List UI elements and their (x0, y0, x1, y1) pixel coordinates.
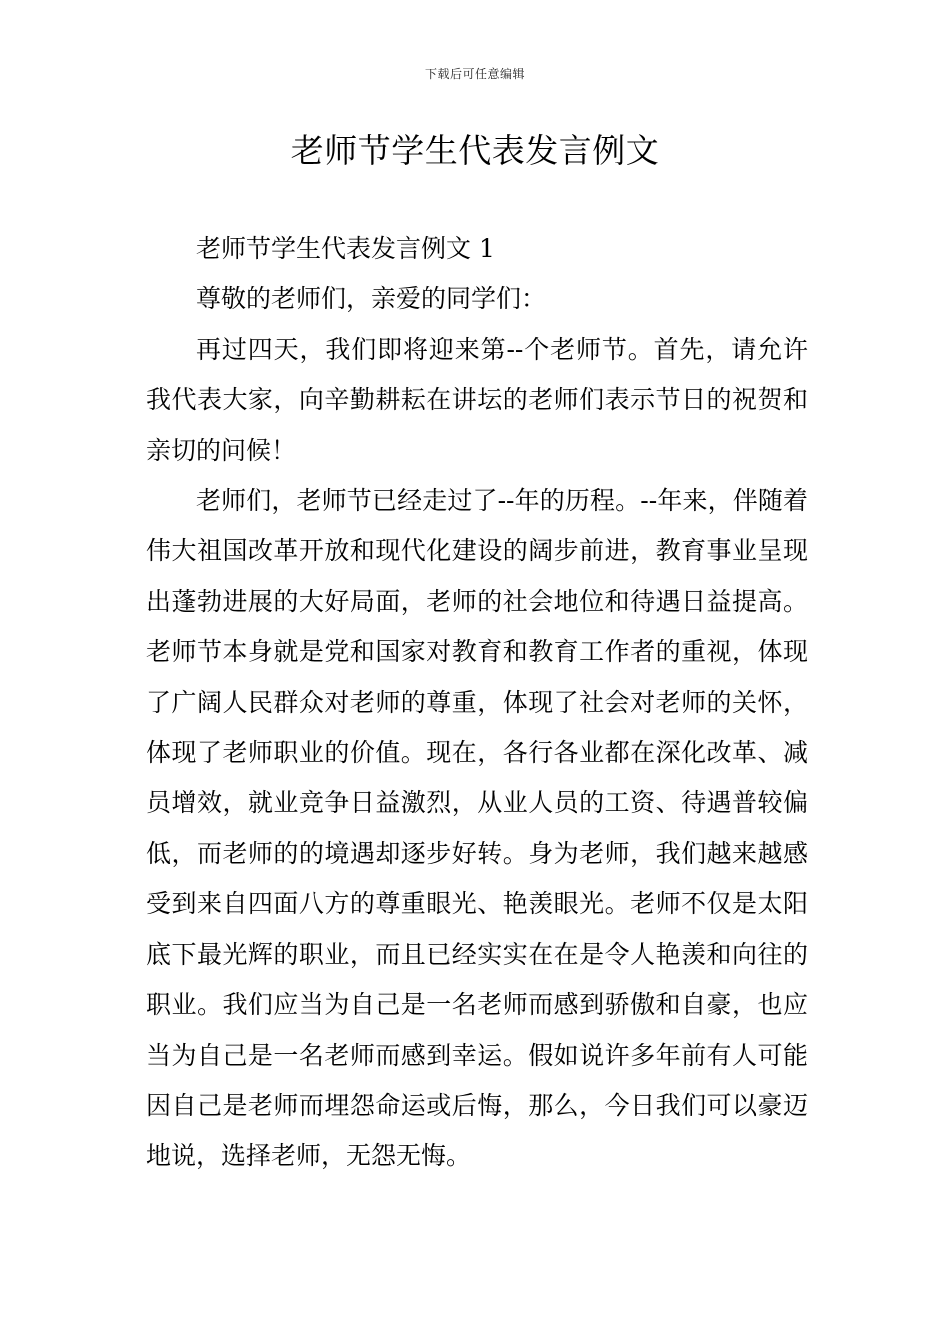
section-heading: 老师节学生代表发言例文 1 (196, 234, 495, 263)
paragraph: 再过四天，我们即将迎来第--个老师节。首先，请允许我代表大家，向辛勤耕耘在讲坛的老师们表示节日的祝贺和亲切的问候！ (146, 334, 808, 465)
document-body (146, 224, 808, 1182)
document-title: 老师节学生代表发言例文 (290, 131, 660, 170)
salutation: 尊敬的老师们，亲爱的同学们： (196, 284, 547, 314)
header-note: 下载后可任意编辑 (424, 67, 525, 81)
paragraph: 老师们，老师节已经走过了--年的历程。--年来，伴随着伟大祖国改革开放和现代化建设的阔步前进，教育事业呈现出蓬勃进展的大好局面，老师的社会地位和待遇日益提高。老师节本身就是党和国家对教育和教育工作者的重视，体现了广阔人民群众对老师的尊重，体现了社会对老师的关怀，体现了老师职业的价值。现在，各行各业都在深化改革、减员增效，就业竞争日益激烈，从业人员的工资、待遇普较偏低，而老师的的境遇却逐步好转。身为老师，我们越来越感受到来自四面八方的尊重眼光、艳羡眼光。老师不仅是太阳底下最光辉的职业，而且已经实实在在是令人艳羡和向往的职业。我们应当为自己是一名老师而感到骄傲和自豪，也应当为自己是一名老师而感到幸运。假如说许多年前有人可能因自己是老师而埋怨命运或后悔，那么，今日我们可以豪迈地说，选择老师，无怨无悔。 (146, 486, 808, 1171)
